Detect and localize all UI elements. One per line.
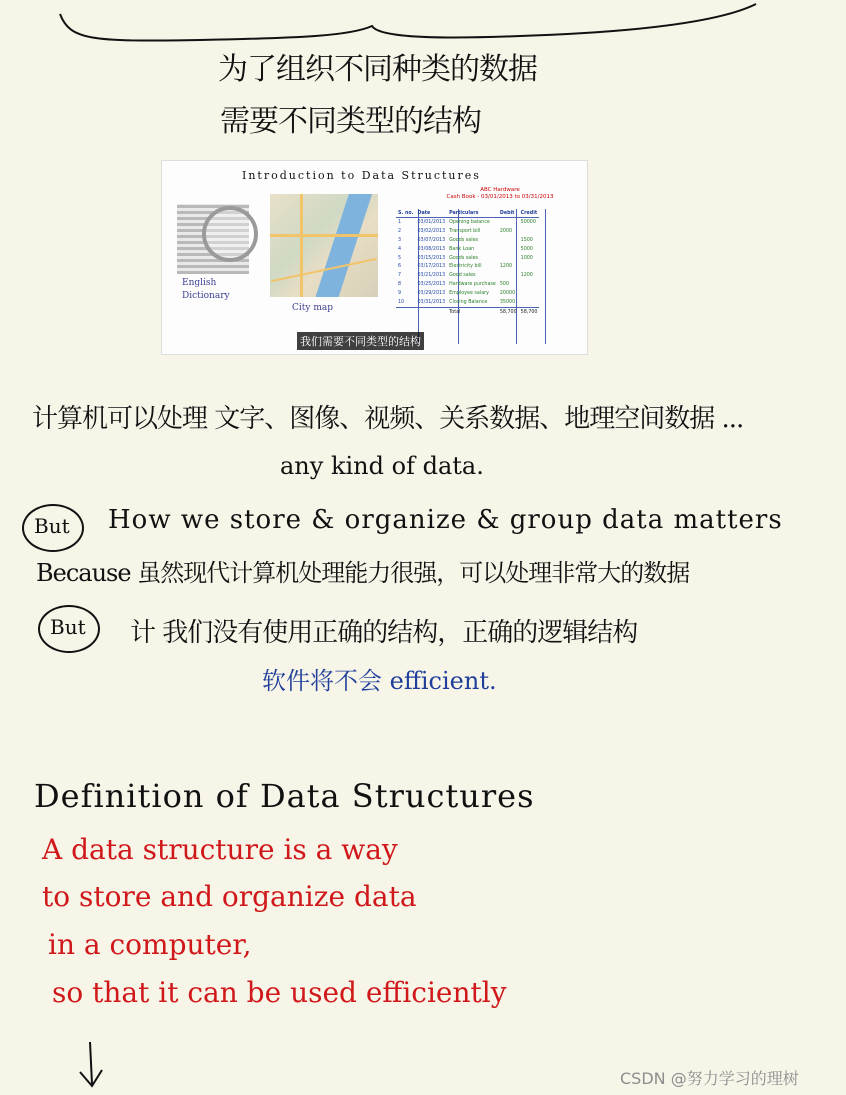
note-para-1: 计算机可以处理 文字、图像、视频、关系数据、地理空间数据 ... [32,404,744,434]
table-cell: 03/08/2013 [417,246,446,252]
note-para-2: How we store & organize & group data matters [108,505,783,535]
table-cell [498,245,519,254]
table-cell: 03/02/2013 [417,228,446,234]
table-row [396,289,539,298]
definition-line-2: to store and organize data [42,880,417,913]
table-cell: 3 [398,237,402,243]
table-header: Credit [519,209,540,218]
definition-heading: Definition of Data Structures [34,777,535,815]
table-row [396,280,539,289]
table-cell [519,262,540,271]
definition-line-4: so that it can be used efficiently [52,976,507,1009]
table-cell: 4 [398,246,402,252]
table-cell [498,254,519,263]
magnifier-icon [202,206,258,262]
table-cell: 5 [398,255,402,261]
table-divider [545,209,546,344]
table-cell: 5000 [520,246,533,252]
table-cell: Transport bill [449,228,481,234]
table-cell: Opening balance [449,219,490,225]
table-cell: 9 [398,291,402,297]
table-row [396,254,539,263]
table-cell: 03/31/2013 [417,299,446,305]
table-cell [498,236,519,245]
table-cell: 1 [398,219,402,225]
table-cell [396,307,415,316]
screenshot-title: Introduction to Data Structures [242,169,481,182]
note-line-1: 为了组织不同种类的数据 [218,52,537,87]
table-cell: Hardware purchase [449,282,496,288]
table-row [396,262,539,271]
but-circle-1: But [22,504,84,552]
table-cell: 03/25/2013 [417,282,446,288]
table-total-row [396,307,539,316]
dictionary-caption: English Dictionary [182,278,230,301]
table-cell [415,307,447,316]
table-cell: Good sales [449,273,476,279]
cashbook-table [396,209,539,317]
table-row [396,227,539,236]
table-cell: 6 [398,264,402,270]
table-cell: 03/15/2013 [417,255,446,261]
watermark: CSDN @努力学习的理树 [620,1069,799,1088]
table-cell: 7 [398,273,402,279]
table-cell [498,271,519,280]
note-para-1b: any kind of data. [280,452,484,480]
down-arrow-icon [76,1040,106,1090]
table-cell: 1500 [520,237,533,243]
table-cell: 03/21/2013 [417,273,446,279]
note-para-5: 软件将不会 efficient. [262,667,497,695]
table-row [396,271,539,280]
video-subtitle: 我们需要不同类型的结构 [297,332,424,350]
embedded-screenshot [161,160,588,355]
table-cell: Bank Loan [449,246,475,252]
table-cell: 35000 [499,299,516,305]
table-cell: 1200 [520,273,533,279]
table-cell: 500 [499,282,510,288]
table-cell: 50000 [520,219,536,225]
table-cell: 2000 [499,228,513,234]
table-row [396,218,539,227]
table-cell: Closing Balance [449,299,488,305]
table-cell: 03/29/2013 [417,291,446,297]
city-map-image [270,194,378,297]
table-cell: 03/17/2013 [417,264,446,270]
table-cell: Total [447,307,498,316]
city-map-caption: City map [292,303,333,313]
table-header: S. no. [398,210,414,216]
table-cell: 10 [398,299,405,305]
table-cell: Goods sales [449,255,479,261]
table-cell: Electricity bill [449,264,482,270]
table-cell: 2 [398,228,402,234]
table-cell: 1200 [499,264,513,270]
note-para-4: 计 我们没有使用正确的结构，正确的逻辑结构 [130,618,638,648]
table-cell [519,280,540,289]
table-cell: 03/07/2013 [417,237,446,243]
table-cell: 58,700 [498,307,519,316]
definition-line-1: A data structure is a way [42,833,398,866]
table-cell [519,298,540,307]
note-para-3: Because 虽然现代计算机处理能力很强，可以处理非常大的数据 [36,559,690,587]
table-cell: 58,700 [519,307,540,316]
cashbook-title: ABC Hardware Cash Book - 03/01/2013 to 03/31/2013 [446,187,554,200]
table-cell: Goods sales [449,237,479,243]
table-cell: 1000 [520,255,533,261]
table-cell [519,227,540,236]
but-circle-2: But [38,605,100,653]
definition-line-3: in a computer, [48,928,252,961]
table-header: Debit [498,209,519,218]
table-row [396,236,539,245]
table-header: Particulars [447,209,498,218]
table-header: Date [415,209,447,218]
table-cell: Employee salary [449,291,489,297]
note-line-2: 需要不同类型的结构 [220,104,481,139]
table-row [396,298,539,307]
table-cell: 20000 [499,291,516,297]
table-cell: 8 [398,282,402,288]
table-cell: 03/01/2013 [417,219,446,225]
table-row [396,245,539,254]
table-cell [519,289,540,298]
table-cell [498,218,519,227]
